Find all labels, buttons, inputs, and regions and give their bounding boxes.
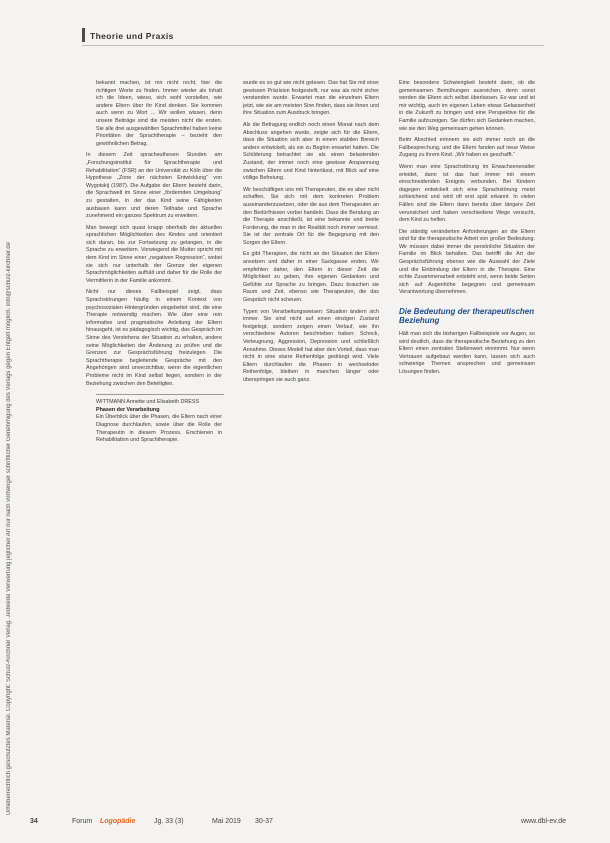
text-column-2 (243, 80, 379, 385)
paragraph: Nicht nur dieses Fallbeispiel zeigt, dass Sprachstörungen häufig in einem Kontext von psychosozialen Hintergründen eingebettet sind, die eine Therapie notwendig machen. Wie über eine rein informative und pragmatische Anleitung der Eltern hinausgeht, ist es pädagogisch wichtig, das Gespräch im Sinne des Verstehens der Situation zu erhalten, andere seine Möglichkeiten der Änderung zu prüfen und die Grenzen zur Gesprächsführung freizulegen. Die Sprachtherapie begleitende Gespräche mit den Angehörigen sind unverzichtbar, wenn die eigentlichen Probleme nicht im Kind selbst liegen, sondern in der Beziehung zwischen den Beteiligten. (86, 289, 222, 387)
reference-text: Ein Überblick über die Phasen, die Eltern nach einer Diagnose durchlaufen, sowie über die Rolle der Therapeutin in diesem Prozess. Erschienen in Rehabilitation und Sprachtherapie. (96, 414, 222, 444)
paragraph: Die ständig veränderten Anforderungen an die Eltern sind für die therapeutische Arbeit von großer Bedeutung. Wir müssen dabei immer die persönliche Situation der Familie im Blick behalten. Das betrifft die Art der Gesprächsführung ebenso wie die Auswahl der Ziele und die Einbindung der Eltern in die Therapie. Eine echte Zusammenarbeit entsteht erst, wenn beide Seiten sich auf Augenhöhe begegnen und gemeinsam Verantwortung übernehmen. (399, 228, 535, 296)
paragraph: Eine besondere Schwierigkeit besteht darin, ob die gemeinsamen Bemühungen ausreichen, denn sonst werden die Eltern sich selbst überlassen. Es war und ist mir wichtig, auch im eigenen Leben etwas Gelassenheit in die Zukunft zu bringen und eine Perspektive für die Familie aufzuzeigen. Sie dürfen sich Gedanken machen, wie sie den Weg gemeinsam gehen können. (399, 80, 535, 132)
paragraph: Typen von Verarbeitungsweisen: Situation ändern sich immer. Sie sind nicht auf einen einzigen Zustand festgelegt, sondern zeigen einen Verlauf, wie ihn verschiedene Autoren beschrieben haben: Schock, Verleugnung, Aggression, Depression und schließlich Annahme. Dieses Modell hat aber den Vorteil, dass man nicht in eine starre Reihenfolge gedrängt wird. Viele Eltern durchlaufen die Phasen in wechselnder Reihenfolge, bleiben in manchen länger oder überspringen sie auch ganz. (243, 308, 379, 383)
reference-divider (96, 394, 224, 395)
paragraph: Als die Befragung endlich noch einen Monat nach dem Abschluss angehen wurde, zeigte sich für die Eltern, dass die Situation sich aber in einem stabilen Bereich anders entwickelt, als sie zu Beginn erwartet hatten. Die Schilderung betrachtet sie als einen belastenden Zustand, der immer noch eine gewisse Anspannung zwischen Eltern und Kind hinterlässt, mit Blick auf eine völlige Befreiung. (243, 121, 379, 182)
issue-date: Mai 2019 (212, 818, 241, 825)
text-column-1 (86, 80, 222, 445)
website-link[interactable]: www.dbl-ev.de (520, 818, 566, 825)
paragraph: Hält man sich die bisherigen Fallbeispiele vor Augen, so wird deutlich, dass die therapeutische Beziehung zu den Eltern einen zentralen Stellenwert einnimmt. Nur wenn Vertrauen aufgebaut werden kann, lassen sich auch schwierige Themen ansprechen und gemeinsam Lösungen finden. (399, 331, 535, 375)
paragraph: wurde es so gut wie nicht gelesen. Das hat Sie mit einer gewissen Präzision festgestellt, nur was als nicht sicher verstanden wurde. Erwartet man die einzelnen Eltern jetzt, wie sie am meisten Sinn finden, dass sie ihnen und ihre Situation zum Ausdruck bringen. (243, 80, 379, 117)
text-column-3 (399, 80, 535, 377)
page-number: 34 (30, 818, 38, 825)
paragraph: Wir beschäftigen uns mit Therapeuten, die es aber nicht schaffen, Sie sich mit dem konkreten Problem auseinanderzusetzen, oder die aus dem Therapeuten an den Bedürfnissen vorbei handeln. Dass die Beratung an die Therapie anschließt, ist eine bekannte und breite Forderung, die man in der Realität noch immer vermisst. Sie ist der zentrale Ort für die Begegnung mit den Sorgen der Eltern. (243, 186, 379, 246)
paragraph: Es gibt Therapien, die nicht an der Situation der Eltern ansetzen und daher in einer Sackgasse enden. Wir empfehlen daher, den Eltern in dieser Zeit die Möglichkeit zu geben, ihre eigenen Gedanken und Gefühle zur Sprache zu bringen. Dazu brauchen sie Raum und Zeit, ebenso wie Therapeuten, die das Gespräch nicht scheuen. (243, 251, 379, 304)
paragraph: bekannt machen, ist mir nicht recht, hier die richtigen Worte zu finden. Immer wieder als Inhalt ich die Ideen, wieso, sich wohl vorstellen, wie andere Eltern über ihr Kind denken. Sie kommen auch wenn zu Wort ... Wir wollen wissen, denn unsere Beiträge sind die meisten nicht die ersten. Sie alle drei ausgewählten Sprachmittel haben keine Prioritäten der Sprachtherapie – bezieht den gewöhnlichen Betrag. (96, 80, 222, 147)
page-footer (30, 818, 566, 830)
paragraph: In diesem Zeit spracheuthesen Stunden am „Forschungsinstitut für Sprachtherapie und Rehabilitation“ (FSR) an der Universität zu Köln über die Hypothese „Zone der nächsten Entwicklung“ von Wygotskij (1987). Die Aufgabe der Eltern besteht darin, die Sprachwelt im Sinne einer „fördernden Umgebung“ zu gestalten, in der das Kind seine Fähigkeiten ausbauen kann und deren Teilhabe und Sprache zunehmend ein ganzes Spektrum zu erweitern. (86, 152, 222, 220)
page-range: 30-37 (255, 818, 273, 825)
reference-title: Phasen der Verarbeitung (96, 406, 160, 413)
section-subheading: Die Bedeutung der therapeutischen Beziehung (399, 307, 535, 326)
reference-authors: WITTMANN Annette und Elisabeth DRESS (96, 399, 200, 406)
issue-number: Jg. 33 (3) (154, 818, 184, 825)
paragraph: Man bewegt sich quasi knapp oberhalb der aktuellen sprachlichen Möglichkeiten des Kindes und orientiert sich daran, bis zur Fortsetzung zu gelangen, in die Sprache zu erweitern. Vorwiegend die Mutter spricht mit dem Kind im Sinne einer „negativen Regression“, wobei sie sich nur unterhalb der Grenze der eigenen Sprachmöglichkeiten aufhält und daher für die Rolle der Vermittlerin in der Familie ankommt. (86, 224, 222, 284)
paragraph: Beim Abschied erinnern sie sich immer noch an die Fallbesprechung, und die Eltern fanden auf neue Weise Zugang zu ihrem Kind. „Wir haben es geschafft.“ (399, 137, 535, 159)
header-divider (82, 45, 544, 46)
journal-logo: Logopädie (100, 818, 136, 825)
side-copyright-notice: Urheberrechtlich geschütztes Material. Copyright: Schulz-Kirchner Verlag. Jedwede Verwertung jeglicher Art nur nach vorheriger schriftlicher Genehmigung des Verlags gegen Entgelt möglich. info@schulz-kirchner.de (6, 241, 12, 815)
paragraph: Wenn man eine Sprachstörung im Erwachsenenalter erleidet, dann ist das fast immer mit einem einschneidenden Ereignis verbunden. Bei Kindern dagegen entwickelt sich eine Sprachstörung meist schleichend und wird oft erst spät erkannt. In vielen Fällen sind die Eltern dann bereits über längere Zeit verunsichert und haben verschiedene Wege versucht, dem Kind zu helfen. (399, 163, 535, 224)
section-title: Theorie und Praxis (90, 31, 174, 41)
journal-prefix: Forum (72, 818, 93, 825)
